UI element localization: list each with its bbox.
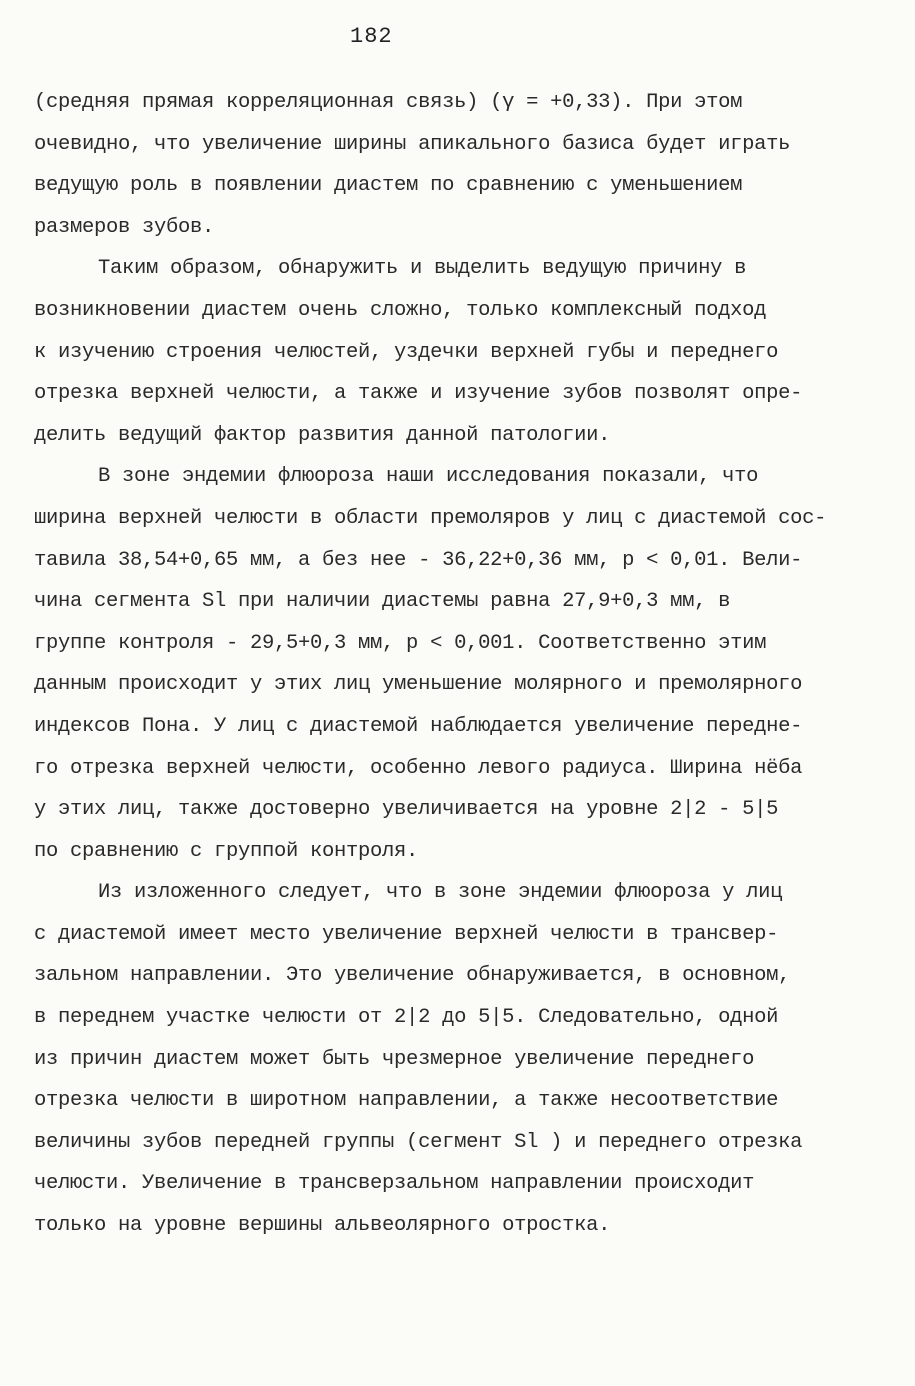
text-line: данным происходит у этих лиц уменьшение молярного и премолярного [34,673,803,697]
text-line: зальном направлении. Это увеличение обнаруживается, в основном, [34,964,791,988]
text-line: го отрезка верхней челюсти, особенно левого радиуса. Ширина нёба [34,756,803,780]
text-line: к изучению строения челюстей, уздечки верхней губы и переднего [34,340,779,364]
text-line: группе контроля - 29,5+0,3 мм, р < 0,001. Соответственно этим [34,631,767,655]
paragraph-2 [34,248,894,456]
text-line: ведущую роль в появлении диастем по сравнению с уменьшением [34,174,743,198]
text-line: величины зубов передней группы (сегмент Sl ) и переднего отрезка [34,1130,803,1154]
text-line: возникновении диастем очень сложно, только комплексный подход [34,298,767,322]
page-number: 182 [350,24,393,49]
body-text [34,82,894,1247]
text-line: индексов Пона. У лиц с диастемой наблюдается увеличение передне- [34,714,803,738]
text-line: только на уровне вершины альвеолярного отростка. [34,1214,611,1238]
text-line: из причин диастем может быть чрезмерное увеличение переднего [34,1047,755,1071]
text-line: делить ведущий фактор развития данной патологии. [34,423,611,447]
text-line: отрезка челюсти в широтном направлении, а также несоответствие [34,1089,779,1113]
text-line: ширина верхней челюсти в области премоляров у лиц с диастемой сос- [34,506,827,530]
text-line: размеров зубов. [34,215,215,239]
text-line: по сравнению с группой контроля. [34,839,419,863]
text-line: отрезка верхней челюсти, а также и изучение зубов позволят опре- [34,382,803,406]
text-line: (средняя прямая корреляционная связь) (γ = +0,33). При этом [34,91,743,114]
paragraph-3 [34,456,894,872]
text-line: с диастемой имеет место увеличение верхней челюсти в трансвер- [34,922,779,946]
text-line: у этих лиц, также достоверно увеличивается на уровне 2|2 - 5|5 [34,798,779,822]
text-line: Таким образом, обнаружить и выделить ведущую причину в [98,257,747,281]
text-line: В зоне эндемии флюороза наши исследования показали, что [98,465,759,489]
text-line: Из изложенного следует, что в зоне эндемии флюороза у лиц [98,881,783,905]
text-line: чина сегмента Sl при наличии диастемы равна 27,9+0,3 мм, в [34,590,731,614]
paragraph-1 [34,82,894,248]
paragraph-4 [34,872,894,1246]
text-line: в переднем участке челюсти от 2|2 до 5|5. Следовательно, одной [34,1006,779,1030]
text-line: тавила 38,54+0,65 мм, а без нее - 36,22+0,36 мм, р < 0,01. Вели- [34,548,803,572]
text-line: челюсти. Увеличение в трансверзальном направлении происходит [34,1172,755,1196]
text-line: очевидно, что увеличение ширины апикального базиса будет играть [34,132,791,156]
